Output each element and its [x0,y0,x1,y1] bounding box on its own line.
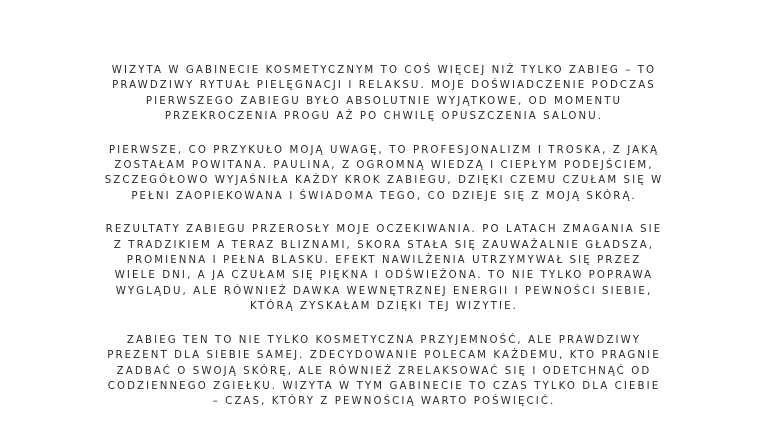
text-line: ZOSTAŁAM POWITANA. PAULINA, Z OGROMNĄ WIEDZĄ I CIEPŁYM PODEJŚCIEM, [114,160,654,172]
review-paragraph [50,63,718,125]
text-line: WYGLĄDU, ALE RÓWNIEŻ DAWKA WEWNĘTRZNEJ ENERGII I PEWNOŚCI SIEBIE, [115,285,653,297]
text-line: PIERWSZEGO ZABIEGU BYŁO ABSOLUTNIE WYJĄTKOWE, OD MOMENTU [145,95,623,107]
review-paragraph [50,143,718,205]
text-line: PROMIENNA I PEŁNA BLASKU. EFEKT NAWILŻENIA UTRZYMYWAŁ SIĘ PRZEZ [126,255,642,267]
text-line: PIERWSZE, CO PRZYKUŁO MOJĄ UWAGĘ, TO PROFESJONALIZM I TROSKA, Z JAKĄ [108,144,660,156]
text-line: ZABIEG TEN TO NIE TYLKO KOSMETYCZNA PRZYJEMNOŚĆ, ALE PRAWDZIWY [126,334,642,346]
text-line: PREZENT DLA SIEBIE SAMEJ. ZDECYDOWANIE POLECAM KAŻDEMU, KTO PRAGNIE [107,350,661,362]
review-paragraph [50,333,718,410]
text-line: CODZIENNEGO ZGIEŁKU. WIZYTA W TYM GABINECIE TO CZAS TYLKO DLA CIEBIE [107,380,661,392]
review-text-block [50,63,718,428]
text-line: REZULTATY ZABIEGU PRZEROSŁY MOJE OCZEKIWANIA. PO LATACH ZMAGANIA SIE [105,224,663,236]
text-line: WIZYTA W GABINECIE KOSMETYCZNYM TO COŚ WIĘCEJ NIŻ TYLKO ZABIEG – TO [111,65,657,76]
text-line: SZCZEGÓŁOWO WYJAŚNIŁA KAŻDY KROK ZABIEGU, DZIĘKI CZEMU CZUŁAM SIĘ W [104,175,664,187]
text-line: KTÓRĄ ZYSKAŁAM DZIĘKI TEJ WIZYTIE. [250,301,518,313]
text-line: WIELE DNI, A JA CZUŁAM SIĘ PIĘKNA I ODŚWIEŻONA. TO NIE TYLKO POPRAWA [114,270,654,282]
text-line: ZADBAĆ O SWOJĄ SKÓRĘ, ALE RÓWNIEŻ ZRELAKSOWAĆ SIĘ I ODETCHNĄĆ OD [116,365,652,377]
text-line: Z TRADZIKIEM A TERAZ BLIZNAMI, SKORA STAŁA SIĘ ZAUWAŻALNIE GŁADSZA, [113,239,655,251]
review-paragraph [50,222,718,314]
text-line: PRAWDZIWY RYTUAŁ PIELĘGNACJI I RELAKSU. MOJE DOŚWIADCZENIE PODCZAS [112,80,656,92]
text-line: PEŁNI ZAOPIEKOWANA I ŚWIADOMA TEGO, CO DZIEJE SIĘ Z MOJĄ SKÓRĄ. [131,190,637,202]
text-line: PRZEKROCZENIA PROGU AŻ PO CHWILĘ OPUSZCZENIA SALONU. [164,111,604,123]
text-line: – CZAS, KTÓRY Z PEWNOŚCIĄ WARTO POŚWIĘCIĆ. [212,396,556,408]
